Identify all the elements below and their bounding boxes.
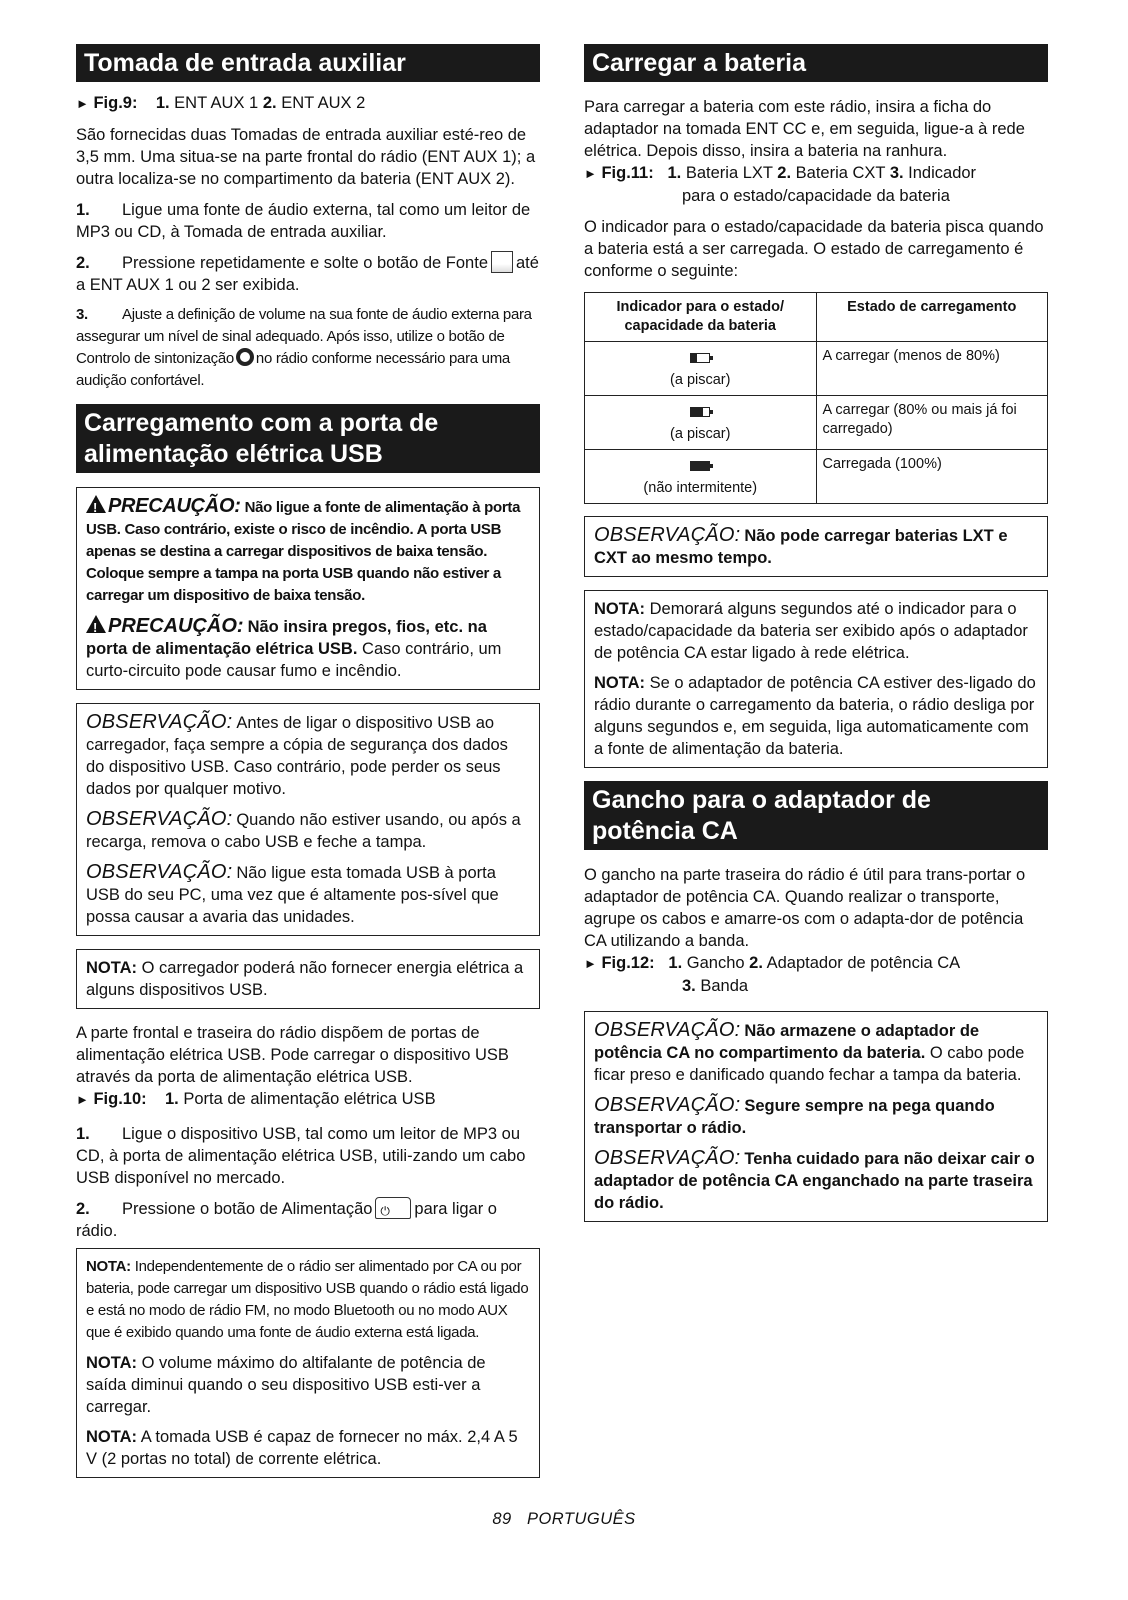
tuning-knob-icon (236, 348, 254, 366)
page-number: 89 (492, 1510, 512, 1528)
caution-box (76, 487, 540, 690)
aux-step-1: 1. Ligue uma fonte de áudio externa, tal como um leitor de MP3 ou CD, à Tomada de entrada auxiliar. (76, 201, 531, 241)
caution-1: !PRECAUÇÃO: Não ligue a fonte de alimentação à porta USB. Caso contrário, existe o risco de incêndio. A porta USB apenas se destina a carregar dispositivos de baixa tensão. Coloque sempre a tampa na porta USB quando não estiver a carregar um dispositivo de baixa tensão. (86, 495, 530, 607)
battery-mid-icon (690, 407, 710, 417)
page-footer (0, 1510, 1128, 1529)
aux-step-3: 3. Ajuste a definição de volume na sua fonte de áudio externa para assegurar um nível de sinal adequado. Após isso, utilize o botão de Controlo de sintonização no rádio conforme necessário para uma audição confortável. (76, 306, 532, 389)
fig9-caption: ► Fig.9: 1. ENT AUX 1 2. ENT AUX 2 (76, 94, 366, 112)
fig11-caption: ► Fig.11: 1. Bateria LXT 2. Bateria CXT 3. Indicador para o estado/capacidade da bateria (584, 164, 977, 205)
observation-2: OBSERVAÇÃO: Quando não estiver usando, ou após a recarga, remova o cabo USB e feche a tampa. (86, 808, 521, 851)
note-box-battery: NOTA: Demorará alguns segundos até o indicador para o estado/capacidade da bateria ser exibido após o adaptador de potência CA estar ligado à rede elétrica. NOTA: Se o adaptador de potência CA estiver des-ligado do rádio durante o carregamento da bateria, o rádio desliga por alguns segundos e, em seguida, liga automaticamente com a fonte de alimentação da bateria. (584, 590, 1048, 768)
battery-intro: Para carregar a bateria com este rádio, insira a ficha do adaptador na tomada ENT CC e, em seguida, ligue-a à rede elétrica. Depois disso, insira a bateria na ranhura. (584, 98, 1025, 160)
observation-box-battery: OBSERVAÇÃO: Não pode carregar baterias LXT e CXT ao mesmo tempo. (584, 516, 1048, 577)
usb-step-1: 1. Ligue o dispositivo USB, tal como um leitor de MP3 ou CD, à porta de alimentação elétrica USB, utili-zando um cabo USB disponível no mercado. (76, 1125, 526, 1187)
left-column (76, 44, 540, 1491)
page-language: PORTUGUÊS (526, 1510, 636, 1528)
usb-intro: A parte frontal e traseira do rádio dispõem de portas de alimentação elétrica USB. Pode carregar o dispositivo USB através da porta de alimentação elétrica USB. (76, 1024, 509, 1086)
section-title-hook: Gancho para o adaptador de potência CA (584, 781, 1048, 850)
arrow-right-icon: ► (584, 166, 597, 181)
fig-label: Fig.9: (93, 94, 138, 112)
caution-2: !PRECAUÇÃO: Não insira pregos, fios, etc. na porta de alimentação elétrica USB. Caso contrário, um curto-circuito pode causar fumo e incêndio. (86, 615, 530, 682)
aux-intro: São fornecidas duas Tomadas de entrada auxiliar esté-reo de 3,5 mm. Uma situa-se na parte frontal do rádio (ENT AUX 1); a outra localiza-se no compartimento da bateria (ENT AUX 2). (76, 126, 536, 188)
right-column (584, 44, 1048, 1235)
source-button-icon (491, 251, 513, 273)
usb-step-2: 2. Pressione o botão de Alimentação⏻ para ligar o rádio. (76, 1197, 540, 1242)
power-button-icon (375, 1197, 411, 1219)
arrow-right-icon: ► (76, 96, 89, 111)
observation-box-hook: OBSERVAÇÃO: Não armazene o adaptador de potência CA no compartimento da bateria. O cabo pode ficar preso e danificado quando fechar a tampa da bateria. OBSERVAÇÃO: Segure sempre na pega quando transportar o rádio. OBSERVAÇÃO: Tenha cuidado para não deixar cair o adaptador de potência CA enganchado na parte traseira do rádio. (584, 1011, 1048, 1222)
note-box-usb-1: NOTA: O carregador poderá não fornecer energia elétrica a alguns dispositivos USB. (76, 949, 540, 1009)
observation-3: OBSERVAÇÃO: Não ligue esta tomada USB à porta USB do seu PC, uma vez que é altamente pos-sível que possa causar a avaria das unidades. (86, 861, 499, 926)
section-title-usb: Carregamento com a porta de alimentação elétrica USB (76, 404, 540, 473)
table-row: (a piscar) A carregar (menos de 80%) (585, 342, 1048, 396)
observation-1: OBSERVAÇÃO: Antes de ligar o dispositivo USB ao carregador, faça sempre a cópia de segurança dos dados do dispositivo USB. Caso contrário, pode perder os seus dados por qualquer motivo. (86, 711, 508, 798)
observation-box-usb (76, 703, 540, 936)
table-row: (não intermitente) Carregada (100%) (585, 450, 1048, 504)
warning-icon (86, 615, 106, 633)
hook-intro: O gancho na parte traseira do rádio é útil para trans-portar o adaptador de potência CA. Quando realizar o transporte, agrupe os cabos e amarre-os com o adapta-dor de potência CA utilizando a banda. (584, 866, 1026, 950)
table-row: (a piscar) A carregar (80% ou mais já foi carregado) (585, 396, 1048, 450)
battery-desc: O indicador para o estado/capacidade da bateria pisca quando a bateria está a ser carregada. O estado de carregamento é conforme o seguinte: (584, 218, 1044, 280)
battery-status-table (584, 292, 1048, 504)
battery-full-icon (690, 461, 710, 471)
arrow-right-icon: ► (584, 956, 597, 971)
battery-low-icon (690, 353, 710, 363)
fig10-caption: ► Fig.10: 1. Porta de alimentação elétrica USB (76, 1090, 436, 1108)
arrow-right-icon: ► (76, 1092, 89, 1107)
aux-step-2: 2. Pressione repetidamente e solte o botão de Fonte até a ENT AUX 1 ou 2 ser exibida. (76, 251, 540, 296)
section-title-aux: Tomada de entrada auxiliar (76, 44, 540, 82)
warning-icon (86, 495, 106, 513)
note-box-usb-2: NOTA: Independentemente de o rádio ser alimentado por CA ou por bateria, pode carregar um dispositivo USB quando o rádio está ligado e está no modo de rádio FM, no modo Bluetooth ou no modo AUX que é exibido quando uma fonte de áudio externa está ligada. NOTA: O volume máximo do altifalante de potência de saída diminui quando o seu dispositivo USB esti-ver a carregar. NOTA: A tomada USB é capaz de fornecer no máx. 2,4 A 5 V (2 portas no total) de corrente elétrica. (76, 1248, 540, 1478)
fig12-caption: ► Fig.12: 1. Gancho 2. Adaptador de potência CA 3. Banda (584, 954, 961, 995)
section-title-battery: Carregar a bateria (584, 44, 1048, 82)
table-header-row: Indicador para o estado/ capacidade da bateria Estado de carregamento (585, 293, 1048, 342)
